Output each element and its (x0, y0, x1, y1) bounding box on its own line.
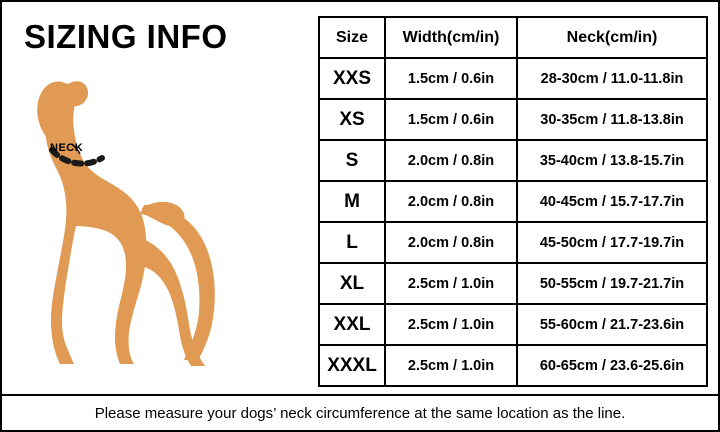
page-title: SIZING INFO (24, 18, 228, 55)
cell-neck: 35-40cm / 13.8-15.7in (517, 140, 707, 181)
cell-neck: 40-45cm / 15.7-17.7in (517, 181, 707, 222)
cell-neck: 55-60cm / 21.7-23.6in (517, 304, 707, 345)
table-row (319, 99, 707, 140)
cell-width: 2.5cm / 1.0in (385, 304, 517, 345)
cell-neck: 28-30cm / 11.0-11.8in (517, 58, 707, 99)
column-header-neck: Neck(cm/in) (517, 17, 707, 58)
cell-size: XXXL (319, 345, 385, 386)
cell-width: 1.5cm / 0.6in (385, 99, 517, 140)
table-header-row (319, 17, 707, 58)
cell-size: M (319, 181, 385, 222)
cell-width: 2.0cm / 0.8in (385, 140, 517, 181)
table-row (319, 140, 707, 181)
table-row (319, 345, 707, 386)
dog-illustration (16, 74, 306, 374)
footer-note: Please measure your dogs’ neck circumference at the same location as the line. (94, 404, 626, 422)
neck-label: NECK (50, 142, 84, 154)
column-header-width: Width(cm/in) (385, 17, 517, 58)
cell-size: XL (319, 263, 385, 304)
cell-neck: 50-55cm / 19.7-21.7in (517, 263, 707, 304)
cell-width: 2.0cm / 0.8in (385, 181, 517, 222)
table-row (319, 222, 707, 263)
column-header-size: Size (319, 17, 385, 58)
cell-neck: 45-50cm / 17.7-19.7in (517, 222, 707, 263)
cell-width: 2.5cm / 1.0in (385, 345, 517, 386)
cell-size: XXS (319, 58, 385, 99)
cell-size: L (319, 222, 385, 263)
cell-width: 2.5cm / 1.0in (385, 263, 517, 304)
table-row (319, 304, 707, 345)
table-row (319, 181, 707, 222)
cell-size: S (319, 140, 385, 181)
cell-width: 2.0cm / 0.8in (385, 222, 517, 263)
cell-neck: 60-65cm / 23.6-25.6in (517, 345, 707, 386)
size-table (318, 16, 708, 387)
cell-width: 1.5cm / 0.6in (385, 58, 517, 99)
cell-size: XXL (319, 304, 385, 345)
table-row (319, 58, 707, 99)
illustration-panel (2, 2, 314, 394)
cell-size: XS (319, 99, 385, 140)
table-row (319, 263, 707, 304)
cell-neck: 30-35cm / 11.8-13.8in (517, 99, 707, 140)
